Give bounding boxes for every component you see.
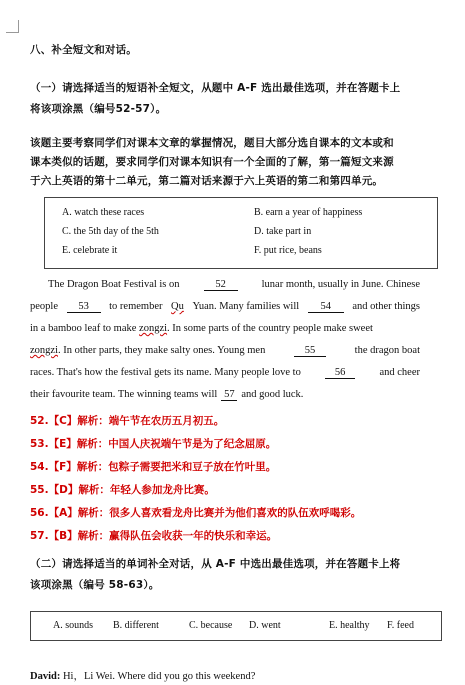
passage-line2: people 53 to remember Qu Yuan. Many families will 54 and other things xyxy=(30,301,420,312)
section-heading: 八、补全短文和对话。 xyxy=(30,44,137,56)
part2-instruction xyxy=(30,554,440,596)
blank-52: 52 xyxy=(204,279,238,291)
blank-54: 54 xyxy=(308,301,344,313)
answer-57: 57.【B】解析：赢得队伍会收获一年的快乐和幸运。 xyxy=(30,530,278,542)
blank-57: 57 xyxy=(221,389,237,401)
part2-options-box xyxy=(30,611,442,641)
passage-line5: races. That's how the festival gets its name. Many people love to 56 and cheer xyxy=(30,367,420,378)
part1-instruction-line2: 将该项涂黑（编号52-57）。 xyxy=(30,103,167,115)
part1-instruction xyxy=(30,78,440,120)
part1-intro xyxy=(30,134,440,191)
option-c: C. the 5th day of the 5th xyxy=(62,226,159,237)
option-e: E. celebrate it xyxy=(62,245,118,256)
option2-d: D. went xyxy=(249,620,281,631)
option2-c: C. because xyxy=(189,620,233,631)
passage-line3: in a bamboo leaf to make zongzi. In some parts of the country people make sweet xyxy=(30,323,373,334)
passage-line6: their favourite team. The winning teams will 57 and good luck. xyxy=(30,389,304,400)
option2-a: A. sounds xyxy=(53,620,94,631)
intro-line3: 于六上英语的第十二单元，第二篇对话来源于六上英语的第二和第四单元。 xyxy=(30,175,384,187)
intro-line2: 课本类似的话题，要求同学们对课本知识有一个全面的了解，第一篇短文来源 xyxy=(30,156,394,168)
dialog-line1 xyxy=(30,668,255,683)
passage-line4: zongzi. In other parts, they make salty ones. Young men 55 the dragon boat xyxy=(30,345,420,356)
page-corner-mark xyxy=(6,20,19,33)
blank-53: 53 xyxy=(67,301,101,313)
option2-e: E. healthy xyxy=(329,620,370,631)
part1-instruction-line1: （一）请选择适当的短语补全短文，从题中 A-F 选出最佳选项，并在答题卡上 xyxy=(30,82,401,94)
option2-f: F. feed xyxy=(387,620,414,631)
answer-52: 52.【C】解析：端午节在农历五月初五。 xyxy=(30,415,225,427)
passage-line1: The Dragon Boat Festival is on 52 lunar month, usually in June. Chinese xyxy=(48,279,420,290)
answer-56: 56.【A】解析：很多人喜欢看龙舟比赛并为他们喜欢的队伍欢呼喝彩。 xyxy=(30,507,362,519)
blank-55: 55 xyxy=(294,345,326,357)
part2-instruction-line1: （二）请选择适当的单词补全对话，从 A-F 中选出最佳选项，并在答题卡上将 xyxy=(30,558,401,570)
option-f: F. put rice, beans xyxy=(254,245,322,256)
answer-54: 54.【F】解析：包粽子需要把米和豆子放在竹叶里。 xyxy=(30,461,277,473)
option-b: B. earn a year of happiness xyxy=(254,207,363,218)
dialog-text: Hi，Li Wei. Where did you go this weekend? xyxy=(62,671,256,682)
option-a: A. watch these races xyxy=(62,207,145,218)
option2-b: B. different xyxy=(113,620,159,631)
part1-options-box xyxy=(44,197,438,269)
blank-56: 56 xyxy=(325,367,355,379)
part2-instruction-line2: 该项涂黑（编号 58-63）。 xyxy=(30,579,160,591)
intro-line1: 该题主要考察同学们对课本文章的掌握情况，题目大部分选自课本的文本或和 xyxy=(30,137,394,149)
dialog-speaker: David: xyxy=(30,671,61,682)
answer-53: 53.【E】解析：中国人庆祝端午节是为了纪念屈原。 xyxy=(30,438,277,450)
option-d: D. take part in xyxy=(254,226,312,237)
answer-55: 55.【D】解析：年轻人参加龙舟比赛。 xyxy=(30,484,215,496)
